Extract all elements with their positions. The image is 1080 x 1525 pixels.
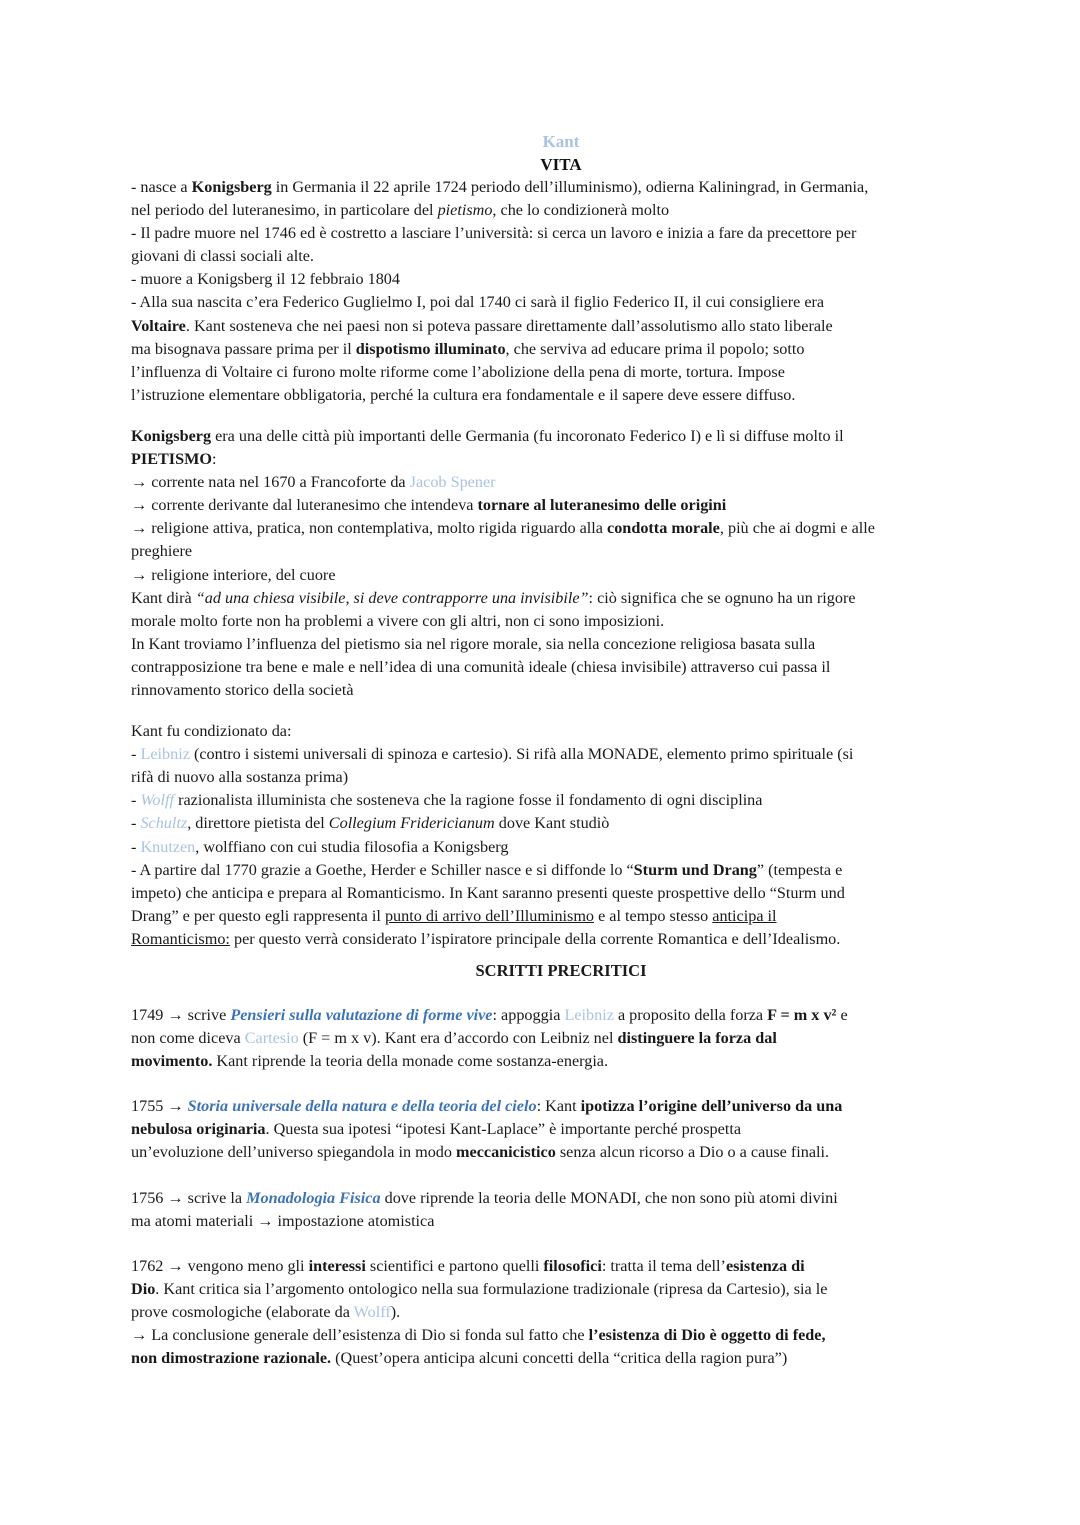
paragraph-line: In Kant troviamo l’influenza del pietismo sia nel rigore morale, sia nella concezione religiosa basata sulla bbox=[131, 634, 816, 653]
entry-1762 bbox=[131, 1255, 991, 1370]
paragraph-line: impeto) che anticipa e prepara al Romanticismo. In Kant saranno presenti queste prospettive dello “Sturm und bbox=[131, 883, 845, 902]
entry-1755 bbox=[131, 1095, 991, 1164]
paragraph-line: rinnovamento storico della società bbox=[131, 680, 354, 699]
entry-1749 bbox=[131, 1004, 991, 1073]
paragraph-line: - muore a Konigsberg il 12 febbraio 1804 bbox=[131, 270, 400, 289]
paragraph-line: contrapposizione tra bene e male e nell’idea di una comunità ideale (chiesa invisibile) attraverso cui passa il bbox=[131, 657, 831, 676]
name-leibniz: Leibniz bbox=[140, 745, 190, 764]
influenze-section bbox=[131, 720, 991, 951]
list-item: - Leibniz (contro i sistemi universali di spinoza e cartesio). Si rifà alla MONADE, elemento primo spirituale (si bbox=[131, 745, 854, 764]
name-knutzen: Knutzen bbox=[140, 837, 196, 856]
paragraph-line: PIETISMO: bbox=[131, 450, 217, 469]
paragraph-line: - nasce a Konigsberg in Germania il 22 aprile 1724 periodo dell’illuminismo), odierna Kaliningrad, in Germania, bbox=[131, 178, 869, 196]
paragraph-line: Drang” e per questo egli rappresenta il punto di arrivo dell’Illuminismo e al tempo stesso anticipa il bbox=[131, 906, 777, 925]
paragraph-line: morale molto forte non ha problemi a vivere con gli altri, non ci sono imposizioni. bbox=[131, 611, 665, 630]
section-heading-vita: VITA bbox=[540, 155, 582, 174]
name-jacob-spener: Jacob Spener bbox=[409, 473, 496, 492]
paragraph-line: un’evoluzione dell’universo spiegandola in modo meccanicistico senza alcun ricorso a Dio o a cause finali. bbox=[131, 1143, 830, 1162]
paragraph-line: Kant dirà “ad una chiesa visibile, si deve contrapporre una invisibile”: ciò significa che se ognuno ha un rigore bbox=[131, 588, 856, 607]
entry-1756 bbox=[131, 1187, 991, 1233]
work-title: Monadologia Fisica bbox=[246, 1188, 381, 1207]
paragraph-line: 1749 → scrive Pensieri sulla valutazione di forme vive: appoggia Leibniz a proposito della forza F = m x v² e bbox=[131, 1006, 848, 1024]
paragraph-line: Romanticismo: per questo verrà considerato l’ispiratore principale della corrente Romantica e dell’Idealismo. bbox=[131, 929, 841, 948]
paragraph-line: - Alla sua nascita c’era Federico Guglielmo I, poi dal 1740 ci sarà il figlio Federico II, il cui consigliere era bbox=[131, 293, 825, 312]
paragraph-line: l’influenza di Voltaire ci furono molte riforme come l’abolizione della pena di morte, tortura. Impose bbox=[131, 362, 785, 381]
document-page bbox=[131, 130, 991, 1370]
paragraph-line: 1755 → Storia universale della natura e della teoria del cielo: Kant ipotizza l’origine dell’universo da una bbox=[131, 1097, 843, 1116]
paragraph-line: Kant fu condizionato da: bbox=[131, 722, 292, 741]
paragraph-line: rifà di nuovo alla sostanza prima) bbox=[131, 768, 349, 787]
name-wolff: Wolff bbox=[140, 791, 175, 810]
paragraph-line: movimento. Kant riprende la teoria della monade come sostanza-energia. bbox=[131, 1052, 609, 1071]
paragraph-line: giovani di classi sociali alte. bbox=[131, 247, 314, 266]
paragraph-line: Konigsberg era una delle città più importanti delle Germania (fu incoronato Federico I) e lì si diffuse molto il bbox=[131, 426, 844, 445]
paragraph-line: nebulosa originaria. Questa sua ipotesi “ipotesi Kant-Laplace” è importante perché prospetta bbox=[131, 1120, 742, 1139]
paragraph-line: nel periodo del luteranesimo, in particolare del pietismo, che lo condizionerà molto bbox=[131, 201, 670, 220]
list-item: - Wolff razionalista illuminista che sosteneva che la ragione fosse il fondamento di ogni disciplina bbox=[131, 791, 763, 810]
paragraph-line: l’istruzione elementare obbligatoria, perché la cultura era fondamentale e il sapere deve essere diffuso. bbox=[131, 385, 796, 404]
list-item: - Schultz, direttore pietista del Collegium Fridericianum dove Kant studiò bbox=[131, 814, 610, 833]
list-item: → corrente nata nel 1670 a Francoforte da Jacob Spener bbox=[131, 473, 496, 492]
paragraph-line: Voltaire. Kant sosteneva che nei paesi non si poteva passare direttamente dall’assolutismo allo stato liberale bbox=[131, 316, 833, 335]
work-title: Pensieri sulla valutazione di forme vive bbox=[230, 1006, 493, 1024]
section-heading-scritti-precritici: SCRITTI PRECRITICI bbox=[475, 961, 647, 980]
paragraph-line: non come diceva Cartesio (F = m x v). Kant era d’accordo con Leibniz nel distinguere la forza dal bbox=[131, 1029, 777, 1048]
vita-section bbox=[131, 176, 991, 407]
list-item: - Knutzen, wolffiano con cui studia filosofia a Konigsberg bbox=[131, 837, 509, 856]
paragraph-line: non dimostrazione razionale. (Quest’opera anticipa alcuni concetti della “critica della ragion pura”) bbox=[131, 1349, 788, 1368]
name-schultz: Schultz bbox=[140, 814, 188, 833]
paragraph-line: Dio. Kant critica sia l’argomento ontologico nella sua formulazione tradizionale (ripresa da Cartesio), sia le bbox=[131, 1279, 828, 1298]
work-title: Storia universale della natura e della teoria del cielo bbox=[187, 1097, 537, 1116]
paragraph-line: ma atomi materiali → impostazione atomistica bbox=[131, 1211, 435, 1230]
list-item: → religione interiore, del cuore bbox=[131, 565, 336, 584]
document-title: Kant bbox=[542, 132, 580, 151]
list-item: - A partire dal 1770 grazie a Goethe, Herder e Schiller nasce e si diffonde lo “Sturm und Drang” (tempesta e bbox=[131, 860, 843, 879]
paragraph-line: prove cosmologiche (elaborate da Wolff). bbox=[131, 1302, 401, 1321]
paragraph-line: 1762 → vengono meno gli interessi scientifici e partono quelli filosofici: tratta il tema dell’esistenza di bbox=[131, 1256, 805, 1275]
paragraph-line: preghiere bbox=[131, 542, 193, 561]
paragraph-line: 1756 → scrive la Monadologia Fisica dove riprende la teoria delle MONADI, che non sono più atomi divini bbox=[131, 1188, 838, 1207]
list-item: → religione attiva, pratica, non contemplativa, molto rigida riguardo alla condotta morale, più che ai dogmi e alle bbox=[131, 519, 875, 538]
list-item: → corrente derivante dal luteranesimo che intendeva tornare al luteranesimo delle origini bbox=[131, 496, 727, 515]
paragraph-line: ma bisognava passare prima per il dispotismo illuminato, che serviva ad educare prima il popolo; sotto bbox=[131, 339, 805, 358]
pietismo-section bbox=[131, 425, 991, 702]
paragraph-line: - Il padre muore nel 1746 ed è costretto a lasciare l’università: si cerca un lavoro e inizia a fare da precettore per bbox=[131, 224, 857, 243]
list-item: → La conclusione generale dell’esistenza di Dio si fonda sul fatto che l’esistenza di Dio è oggetto di fede, bbox=[131, 1326, 826, 1345]
